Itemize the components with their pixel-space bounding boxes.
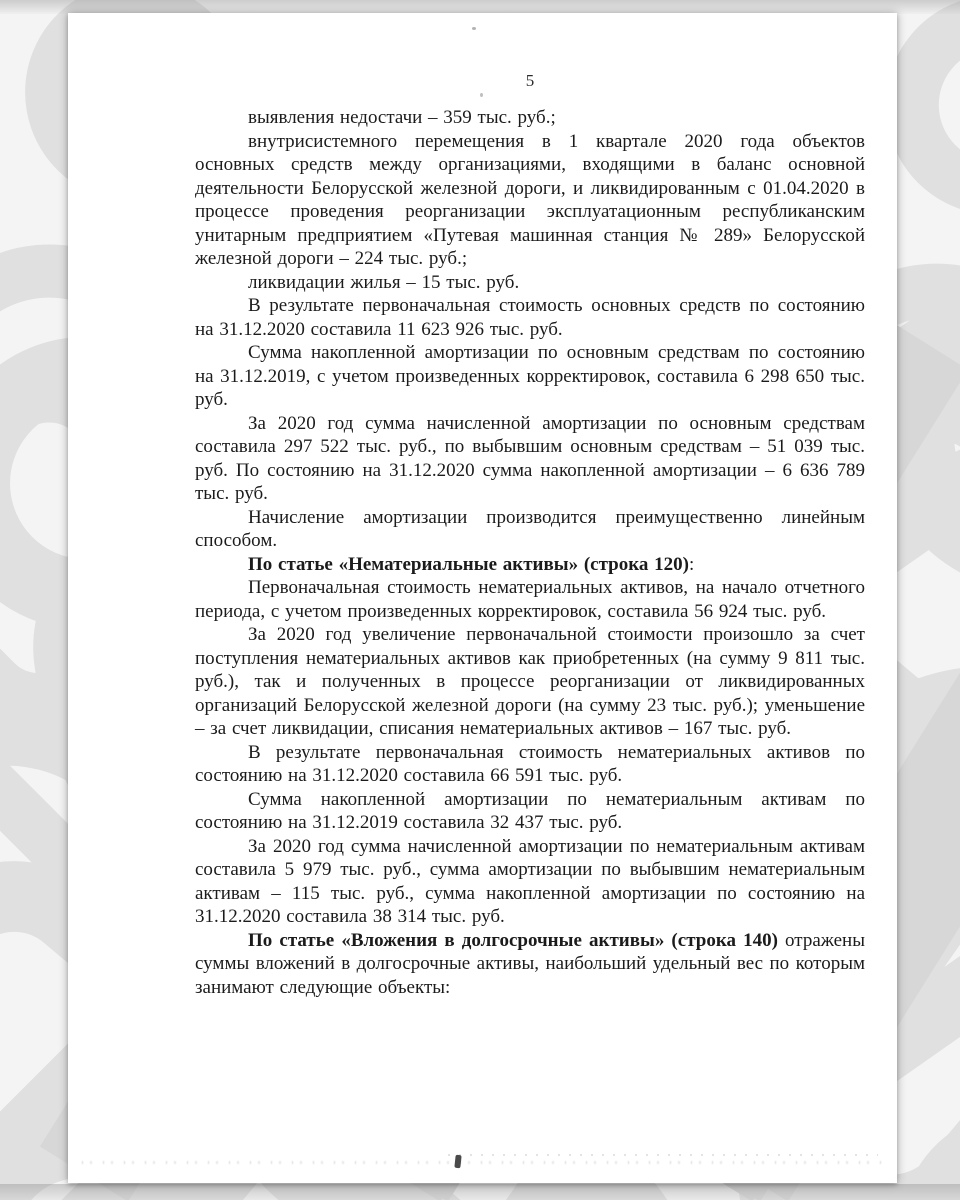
paragraph-run: В результате первоначальная стоимость основных средств по состоянию на 31.12.2020 составила 11 623 926 тыс. руб.: [195, 295, 865, 340]
paragraph: [195, 623, 865, 741]
paragraph-run: отражены суммы вложений в долгосрочные активы, наибольший удельный вес по которым занимают следующие объекты:: [195, 929, 865, 998]
paragraph-run: ликвидации жилья – 15 тыс. руб.: [248, 271, 520, 293]
bottom-edge-shading: [0, 1184, 960, 1200]
paragraph: [195, 106, 865, 130]
paragraph-run: выявления недостачи – 359 тыс. руб.;: [248, 107, 556, 128]
paragraph: [195, 271, 865, 295]
paragraph: [195, 294, 865, 341]
scan-noise-dot: [472, 27, 476, 30]
paragraph: [195, 929, 865, 1000]
paragraph-run: Начисление амортизации производится преимущественно линейным способом.: [195, 506, 865, 551]
scan-noise-line: [82, 1161, 882, 1164]
paragraph: [195, 130, 865, 271]
paragraph: [195, 835, 865, 929]
document-page: [68, 13, 897, 1183]
paragraph-bold-run: По статье «Вложения в долгосрочные активы» (строка 140): [248, 929, 778, 951]
scan-noise-dot: [480, 93, 483, 97]
scan-noise-speck: [454, 1155, 461, 1169]
paragraph-run: За 2020 год сумма начисленной амортизации по нематериальным активам составила 5 979 тыс. руб., сумма амортизации по выбывшим нематериальным активам – 115 тыс. руб., сумма накопленной амортизации по состоянию на 31.12.2020 составила 38 314 тыс. руб.: [195, 835, 865, 927]
paragraph-run: За 2020 год сумма начисленной амортизации по основным средствам составила 297 522 тыс. руб., по выбывшим основным средствам – 51 039 тыс. руб. По состоянию на 31.12.2020 сумма накопленной амортизации – 6 636 789 тыс. руб.: [195, 412, 865, 504]
paragraph-run: Сумма накопленной амортизации по нематериальным активам по состоянию на 31.12.2019 составила 32 437 тыс. руб.: [195, 788, 865, 833]
paragraph-run: В результате первоначальная стоимость нематериальных активов по состоянию на 31.12.2020 составила 66 591 тыс. руб.: [195, 741, 865, 786]
paragraph: [195, 576, 865, 623]
paragraph-bold-run: По статье «Нематериальные активы» (строка 120): [248, 553, 689, 575]
paragraph-run: Первоначальная стоимость нематериальных активов, на начало отчетного периода, с учетом произведенных корректировок, составила 56 924 тыс. руб.: [195, 577, 865, 622]
paragraph-run: За 2020 год увеличение первоначальной стоимости произошло за счет поступления нематериальных активов как приобретенных (на сумму 9 811 тыс. руб.), так и полученных в процессе реорганизации от ликвидированных организаций Белорусской железной дороги (на сумму 23 тыс. руб.); уменьшение – за счет ликвидации, списания нематериальных активов – 167 тыс. руб.: [195, 624, 865, 739]
paragraph-run: внутрисистемного перемещения в 1 квартале 2020 года объектов основных средств между организациями, входящими в баланс основной деятельности Белорусской железной дороги, и ликвидированным с 01.04.2020 в процессе проведения реорганизации эксплуатационным республиканским унитарным предприятием «Путевая машинная станция № 289» Белорусской железной дороги – 224 тыс. руб.;: [195, 130, 865, 269]
page-content: [195, 71, 865, 999]
document-body: [195, 106, 865, 999]
paragraph: [195, 412, 865, 506]
scan-noise-line: [448, 1154, 878, 1156]
top-edge-shading: [0, 0, 960, 14]
paragraph: [195, 553, 865, 577]
paragraph: [195, 741, 865, 788]
paragraph: [195, 341, 865, 412]
page-number: 5: [525, 71, 535, 90]
paragraph-run: Сумма накопленной амортизации по основным средствам по состоянию на 31.12.2019, с учетом произведенных корректировок, составила 6 298 650 тыс. руб.: [195, 342, 865, 410]
paragraph: [195, 506, 865, 553]
paragraph: [195, 788, 865, 835]
paragraph-run: :: [688, 553, 695, 575]
